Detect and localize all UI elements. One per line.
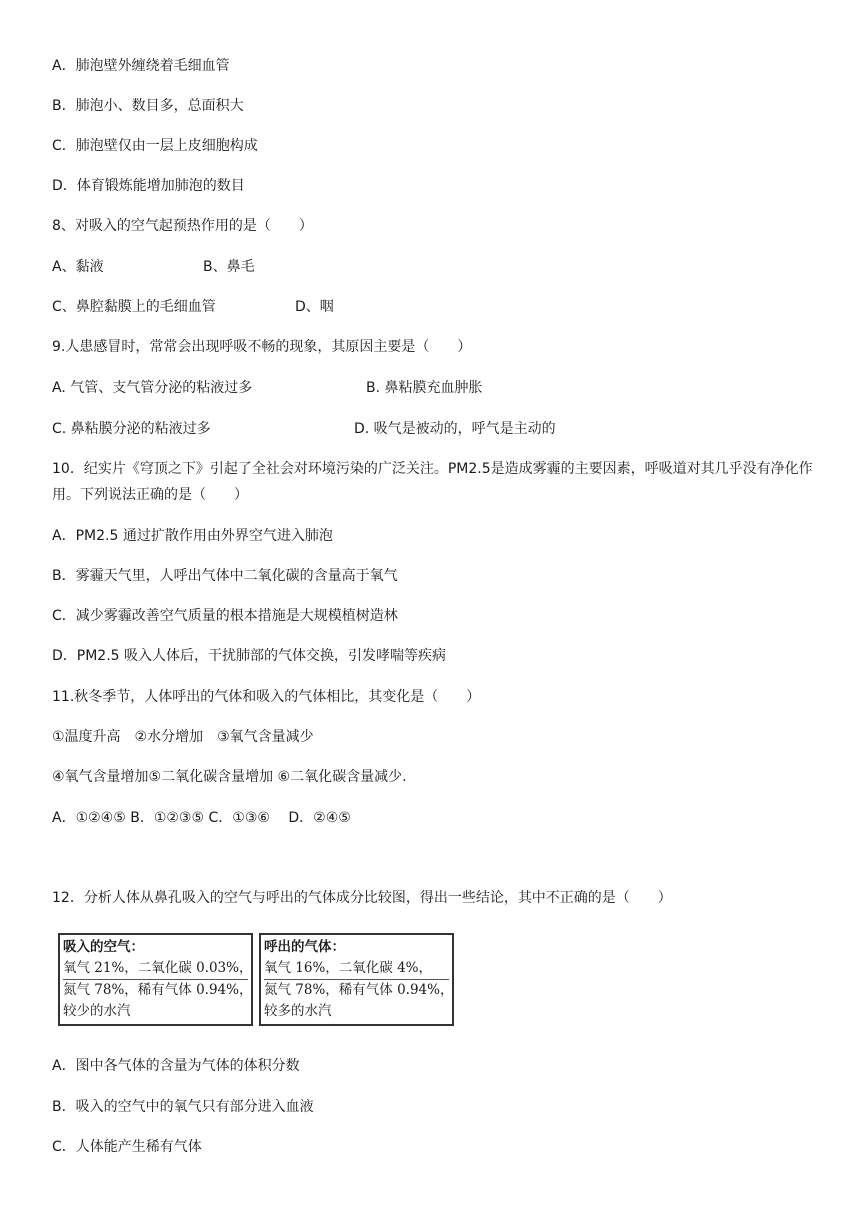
q11-options: A．①②④⑤ B．①②③⑤ C．①③⑥ D．②④⑤ bbox=[52, 810, 351, 826]
q12-option-b: B．吸入的空气中的氧气只有部分进入血液 bbox=[52, 1099, 314, 1115]
q8-option-b: B、鼻毛 bbox=[203, 259, 255, 275]
inhaled-air-line-1: 氧气 21%，二氧化碳 0.03%， bbox=[63, 960, 253, 976]
exhaled-air-line-3: 较多的水汽 bbox=[264, 1003, 332, 1019]
q7-option-c: C．肺泡壁仅由一层上皮细胞构成 bbox=[52, 138, 258, 154]
q12-stem: 12．分析人体从鼻孔吸入的空气与呼出的气体成分比较图，得出一些结论，其中不正确的是（ ） bbox=[52, 890, 672, 906]
inhaled-air-title: 吸入的空气： bbox=[63, 939, 144, 955]
q12-option-a: A．图中各气体的含量为气体的体积分数 bbox=[52, 1058, 300, 1074]
inhaled-air-line-2: 氮气 78%，稀有气体 0.94%， bbox=[63, 979, 248, 1001]
q8-option-a: A、黏液 bbox=[52, 259, 104, 275]
q7-option-a: A．肺泡壁外缠绕着毛细血管 bbox=[52, 58, 230, 74]
q11-items-row-1: ①温度升高 ②水分增加 ③氧气含量减少 bbox=[52, 729, 314, 745]
q10-option-b: B．雾霾天气里，人呼出气体中二氧化碳的含量高于氧气 bbox=[52, 568, 398, 584]
q9-option-b: B. 鼻粘膜充血肿胀 bbox=[366, 380, 483, 396]
exhaled-air-title: 呼出的气体： bbox=[264, 939, 345, 955]
q12-option-c: C．人体能产生稀有气体 bbox=[52, 1139, 202, 1155]
q7-option-d: D．体育锻炼能增加肺泡的数目 bbox=[52, 178, 245, 194]
inhaled-air-box bbox=[58, 933, 253, 1026]
q10-option-d: D．PM2.5 吸入人体后，干扰肺部的气体交换，引发哮喘等疾病 bbox=[52, 648, 447, 664]
q10-option-a: A．PM2.5 通过扩散作用由外界空气进入肺泡 bbox=[52, 528, 333, 544]
exhaled-air-line-1: 氧气 16%，二氧化碳 4%， bbox=[264, 960, 433, 976]
q11-items-row-2: ④氧气含量增加⑤二氧化碳含量增加 ⑥二氧化碳含量减少. bbox=[52, 769, 407, 785]
q11-stem: 11.秋冬季节，人体呼出的气体和吸入的气体相比，其变化是（ ） bbox=[52, 689, 481, 705]
q8-stem: 8、对吸入的空气起预热作用的是（ ） bbox=[52, 218, 313, 234]
q10-stem: 10．纪实片《穹顶之下》引起了全社会对环境污染的广泛关注。PM2.5是造成雾霾的主要因素，呼吸道对其几乎没有净化作用。下列说法正确的是（ ） bbox=[52, 461, 813, 503]
q10-option-c: C．减少雾霾改善空气质量的根本措施是大规模植树造林 bbox=[52, 608, 398, 624]
q8-option-d: D、咽 bbox=[295, 299, 334, 315]
exhaled-air-line-2: 氮气 78%，稀有气体 0.94%， bbox=[264, 979, 449, 1001]
q9-option-d: D. 吸气是被动的，呼气是主动的 bbox=[354, 421, 556, 437]
inhaled-air-line-3: 较少的水汽 bbox=[63, 1003, 131, 1019]
q9-option-c: C. 鼻粘膜分泌的粘液过多 bbox=[52, 421, 211, 437]
q9-stem: 9.人患感冒时，常常会出现呼吸不畅的现象，其原因主要是（ ） bbox=[52, 339, 472, 355]
exhaled-air-box bbox=[259, 933, 454, 1026]
q7-option-b: B．肺泡小、数目多，总面积大 bbox=[52, 98, 244, 114]
q9-option-a: A. 气管、支气管分泌的粘液过多 bbox=[52, 380, 253, 396]
q8-option-c: C、鼻腔黏膜上的毛细血管 bbox=[52, 299, 216, 315]
